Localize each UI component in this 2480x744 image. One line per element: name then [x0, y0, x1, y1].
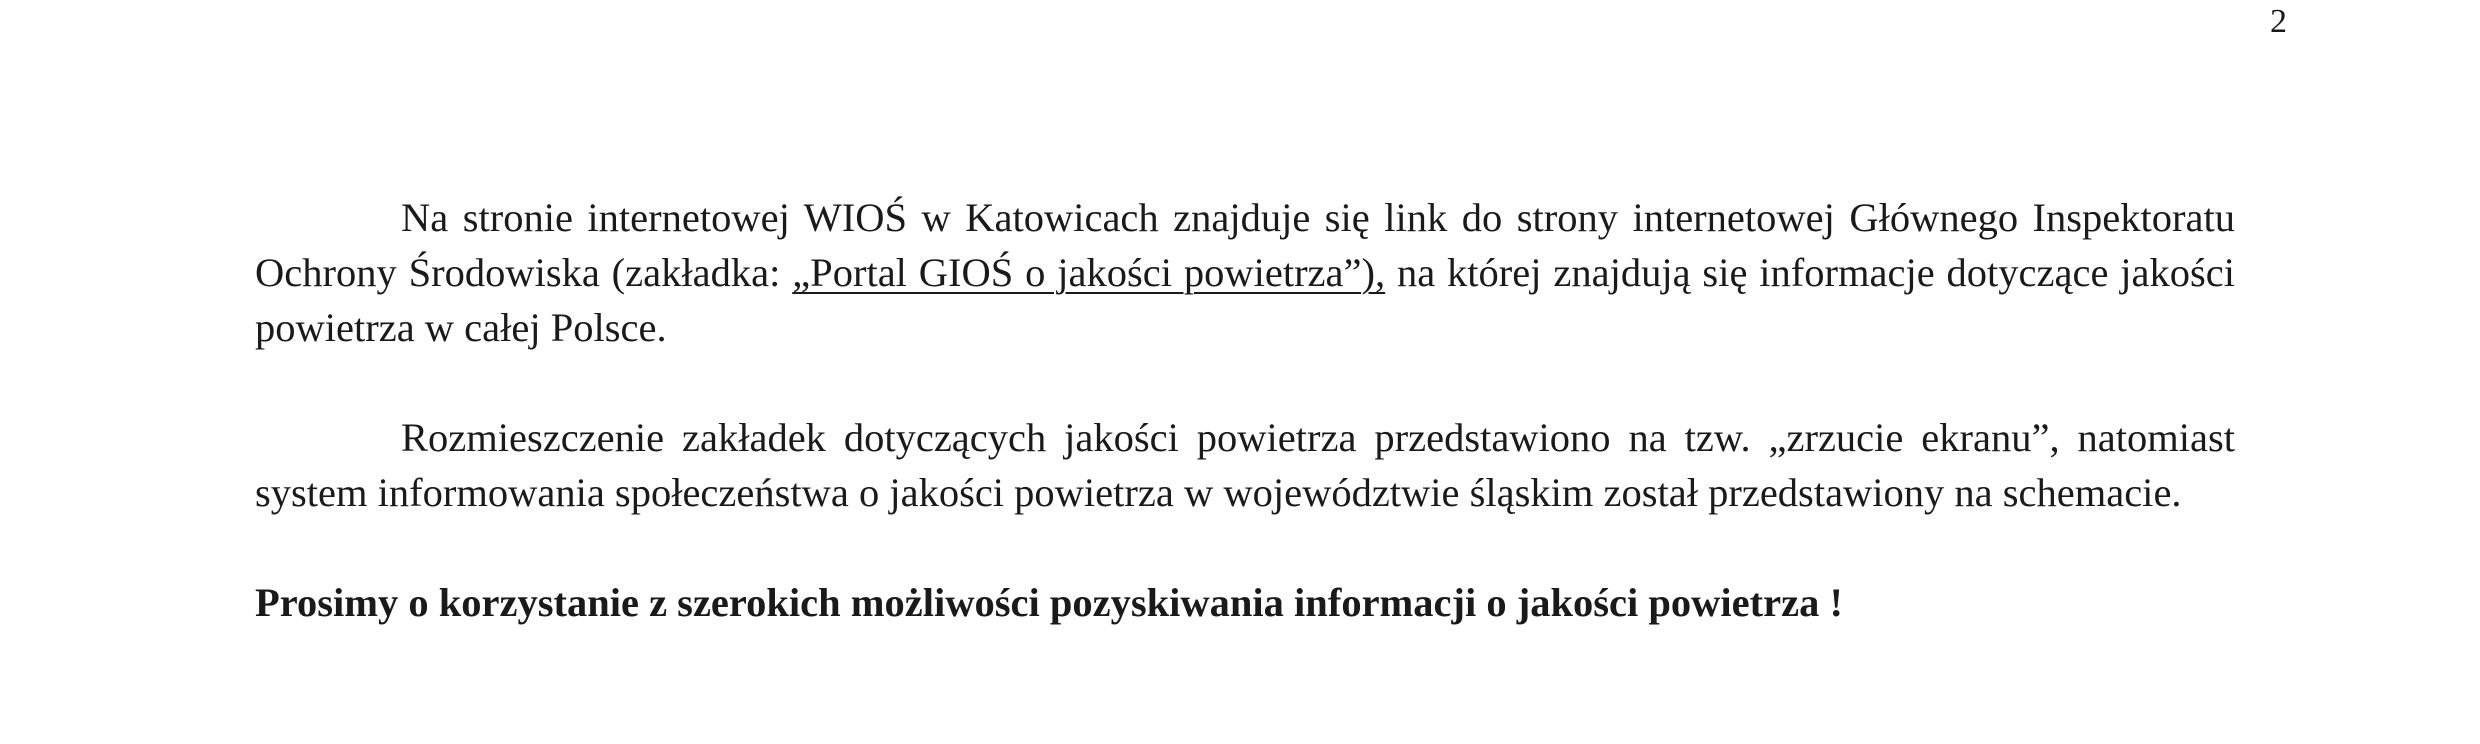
document-body — [255, 190, 2235, 671]
portal-gios-link[interactable]: „Portal GIOŚ o jakości powietrza”), — [792, 250, 1386, 295]
page-number: 2 — [2270, 3, 2287, 40]
bold-appeal: Prosimy o korzystanie z szerokich możliwości pozyskiwania informacji o jakości powietrza ! — [255, 580, 1843, 625]
paragraph-1-text-before-link: Na stronie internetowej WIOŚ w Katowicach znajduje się link do strony internetowej Głównego Inspektoratu Ochrony Środowiska (zakładka: — [255, 195, 2235, 295]
paragraph-gios-link — [255, 190, 2235, 355]
paragraph-screenshot-schema: Rozmieszczenie zakładek dotyczących jakości powietrza przedstawiono na tzw. „zrzucie ekranu”, natomiast system informowania społeczeństwa o jakości powietrza w województwie śląskim został przedstawiony na schemacie. — [255, 415, 2235, 515]
paragraph-1-text-after-link: na której znajdują się informacje dotyczące jakości powietrza w całej Polsce. — [255, 250, 2236, 350]
